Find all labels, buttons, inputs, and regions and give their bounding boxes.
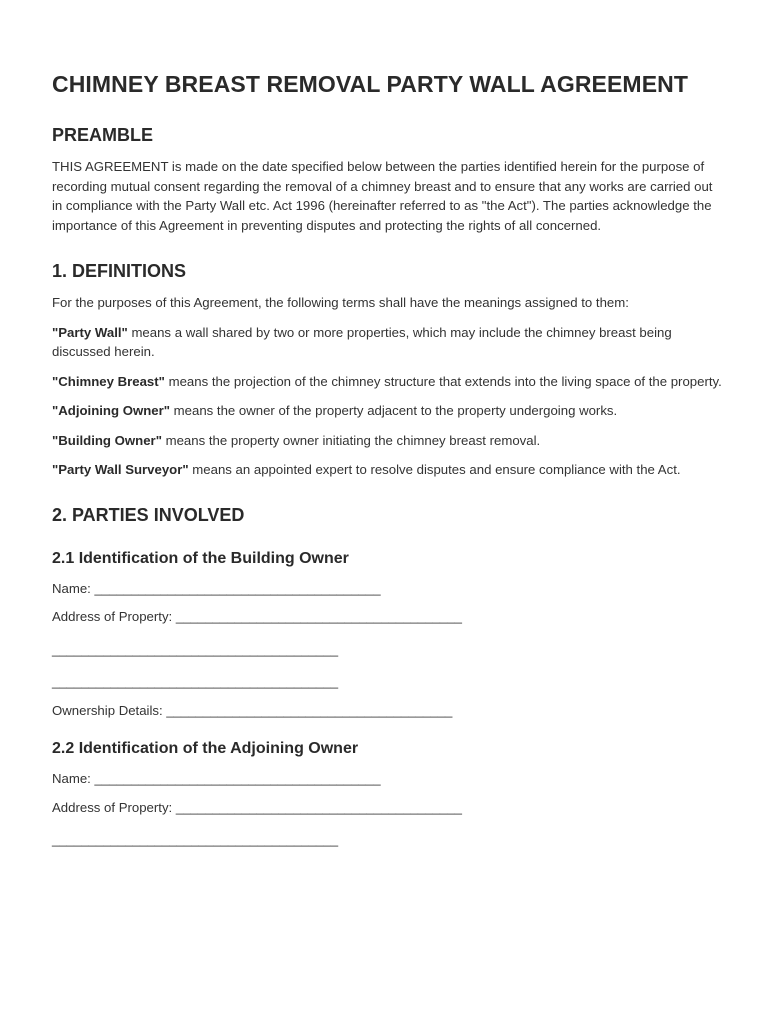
- adjoining-owner-address-field[interactable]: Address of Property: _______________________________________: [52, 799, 462, 815]
- adjoining-owner-name-field[interactable]: Name: _______________________________________: [52, 771, 381, 786]
- building-owner-name-field[interactable]: Name: _______________________________________: [52, 580, 381, 596]
- document-title: CHIMNEY BREAST REMOVAL PARTY WALL AGREEMENT: [52, 71, 688, 97]
- definitions-intro: For the purposes of this Agreement, the following terms shall have the meanings assigned to them:: [52, 295, 629, 310]
- definition-text: means the owner of the property adjacent to the property undergoing works.: [170, 403, 618, 418]
- definition-chimney-breast: [52, 372, 724, 392]
- definition-term: "Chimney Breast": [52, 373, 165, 389]
- definition-party-wall: [52, 323, 724, 362]
- definition-adjoining-owner: [52, 401, 724, 421]
- definition-text: means a wall shared by two or more properties, which may include the chimney breast being discussed herein.: [52, 324, 672, 359]
- definition-term: "Adjoining Owner": [52, 403, 170, 418]
- definition-text: means the projection of the chimney structure that extends into the living space of the property.: [164, 373, 722, 389]
- definition-party-wall-surveyor: [52, 460, 724, 480]
- building-owner-heading: 2.1 Identification of the Building Owner: [52, 549, 349, 567]
- preamble-text: THIS AGREEMENT is made on the date specified below between the parties identified herein for the purpose of recording mutual consent regarding the removal of a chimney breast and to ensure that any works are carried out in compliance with the Party Wall etc. Act 1996 (hereinafter referred to as "the Act"). The parties acknowledge the importance of this Agreement in preventing disputes and protecting the rights of all concerned.: [52, 159, 713, 233]
- building-owner-address-line-1[interactable]: _______________________________________: [52, 641, 339, 657]
- definition-building-owner: [52, 431, 724, 451]
- definition-text: means an appointed expert to resolve disputes and ensure compliance with the Act.: [188, 462, 681, 477]
- definition-term: "Party Wall": [52, 324, 128, 340]
- building-owner-address-line-2[interactable]: _______________________________________: [52, 674, 339, 689]
- parties-heading: 2. PARTIES INVOLVED: [52, 504, 245, 525]
- document-page: [52, 68, 724, 850]
- definition-term: "Building Owner": [52, 432, 162, 448]
- preamble-heading: PREAMBLE: [52, 125, 154, 145]
- building-owner-ownership-field[interactable]: Ownership Details: _______________________________________: [52, 702, 453, 718]
- adjoining-owner-heading: 2.2 Identification of the Adjoining Owner: [52, 740, 359, 757]
- definition-text: means the property owner initiating the chimney breast removal.: [161, 432, 541, 448]
- adjoining-owner-address-line-1[interactable]: _______________________________________: [52, 832, 339, 847]
- definitions-heading: 1. DEFINITIONS: [52, 261, 187, 281]
- definition-term: "Party Wall Surveyor": [52, 462, 189, 477]
- building-owner-address-field[interactable]: Address of Property: _______________________________________: [52, 609, 462, 624]
